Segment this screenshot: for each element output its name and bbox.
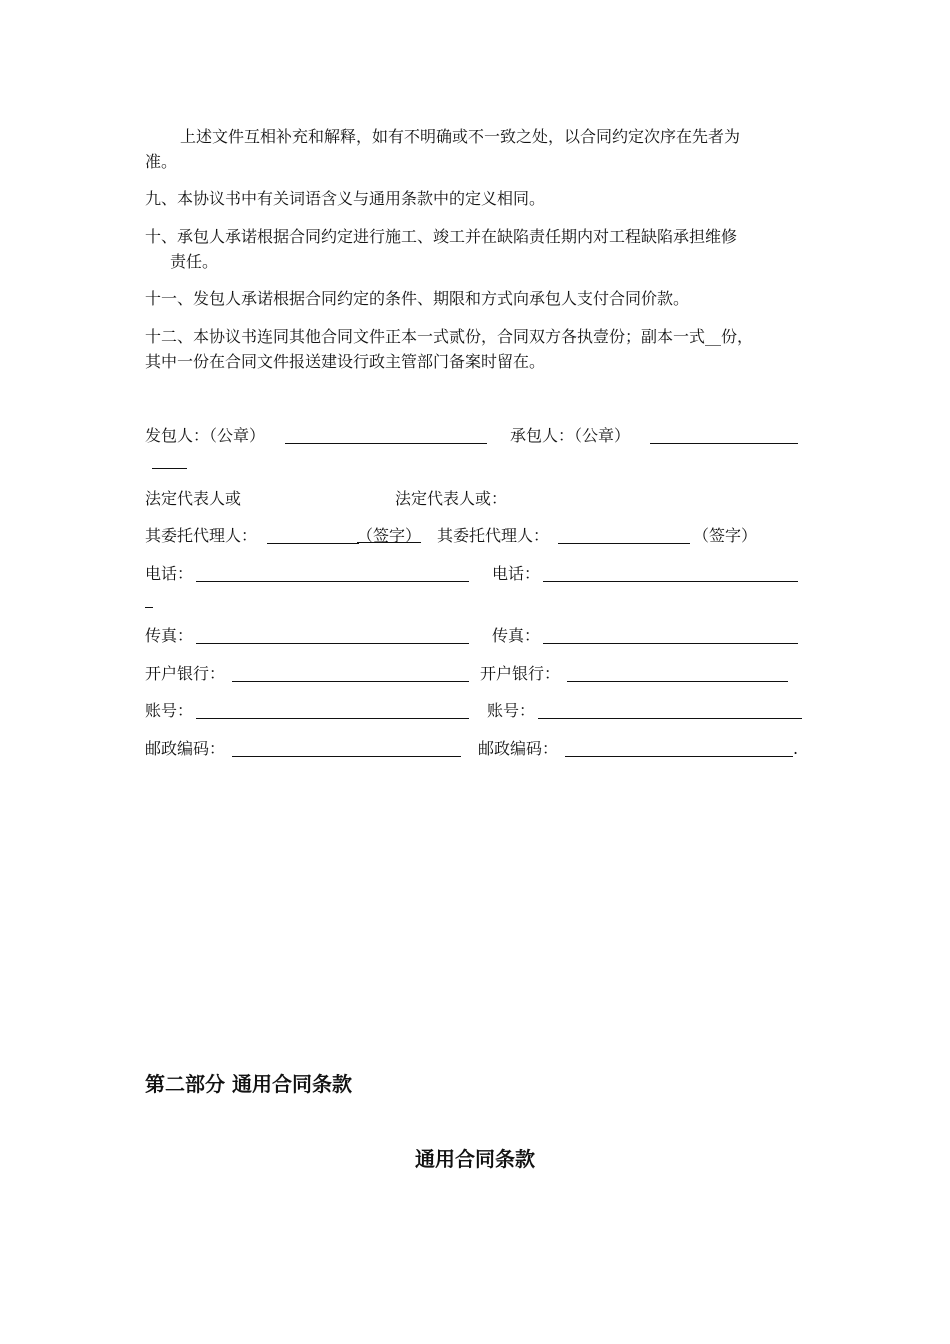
clause-12-copies-blank[interactable]: __ bbox=[705, 327, 722, 346]
postcode-label-left: 邮政编码： bbox=[145, 739, 226, 758]
clause-12-text-a: 十二、本协议书连同其他合同文件正本一式贰份，合同双方各执壹份；副本一式 bbox=[145, 327, 706, 346]
clause-11: 十一、发包人承诺根据合同约定的条件、期限和方式向承包人支付合同价款。 bbox=[145, 289, 690, 308]
phone-field-right[interactable] bbox=[543, 581, 798, 582]
bank-label-left: 开户银行： bbox=[145, 664, 226, 683]
clause-12-text-b: 份， bbox=[721, 327, 754, 346]
contractor-label: 承包人：（公章） bbox=[510, 426, 631, 445]
contractor-seal-field-continuation bbox=[152, 468, 187, 469]
sign-note-left: （签字） bbox=[357, 526, 422, 545]
legal-rep-label-right: 法定代表人或： bbox=[395, 489, 508, 508]
clause-12-line-2: 其中一份在合同文件报送建设行政主管部门备案时留在。 bbox=[145, 352, 546, 371]
phone-label-left: 电话： bbox=[145, 564, 194, 583]
agent-signature-field-right[interactable] bbox=[558, 543, 690, 544]
fax-label-left: 传真： bbox=[145, 626, 194, 645]
order-precedence-line-1: 上述文件互相补充和解释，如有不明确或不一致之处，以合同约定次序在先者为 bbox=[180, 127, 741, 146]
phone-label-right: 电话： bbox=[492, 564, 541, 583]
agent-label-right: 其委托代理人： bbox=[437, 526, 550, 545]
employer-label: 发包人：（公章） bbox=[145, 426, 266, 445]
agent-label-left: 其委托代理人： bbox=[145, 526, 258, 545]
employer-seal-field[interactable] bbox=[285, 443, 487, 444]
clause-10-line-1: 十、承包人承诺根据合同约定进行施工、竣工并在缺陷责任期内对工程缺陷承担维修 bbox=[145, 227, 738, 246]
clause-12-line-1 bbox=[145, 327, 753, 347]
fax-label-right: 传真： bbox=[492, 626, 541, 645]
sign-note-right: （签字） bbox=[693, 526, 758, 545]
account-label-left: 账号： bbox=[145, 701, 194, 720]
postcode-label-right: 邮政编码： bbox=[478, 739, 559, 758]
postcode-end-mark: . bbox=[793, 739, 799, 758]
bank-label-right: 开户银行： bbox=[480, 664, 561, 683]
fax-field-right[interactable] bbox=[543, 643, 798, 644]
order-precedence-line-2: 准。 bbox=[145, 152, 178, 171]
bank-field-left[interactable] bbox=[232, 681, 469, 682]
phone-field-right-continuation bbox=[145, 607, 153, 608]
bank-field-right[interactable] bbox=[567, 681, 788, 682]
account-field-left[interactable] bbox=[196, 718, 469, 719]
part-two-title: 第二部分 通用合同条款 bbox=[145, 1072, 352, 1096]
phone-field-left[interactable] bbox=[196, 581, 469, 582]
fax-field-left[interactable] bbox=[196, 643, 469, 644]
account-field-right[interactable] bbox=[538, 718, 802, 719]
agent-signature-field-left[interactable] bbox=[267, 543, 359, 544]
account-label-right: 账号： bbox=[487, 701, 536, 720]
clause-9: 九、本协议书中有关词语含义与通用条款中的定义相同。 bbox=[145, 189, 546, 208]
clause-10-line-2: 责任。 bbox=[170, 252, 219, 271]
contractor-seal-field[interactable] bbox=[650, 443, 798, 444]
legal-rep-label-left: 法定代表人或 bbox=[145, 489, 242, 508]
postcode-field-right[interactable] bbox=[565, 756, 793, 757]
postcode-field-left[interactable] bbox=[232, 756, 461, 757]
general-terms-heading: 通用合同条款 bbox=[415, 1147, 535, 1171]
